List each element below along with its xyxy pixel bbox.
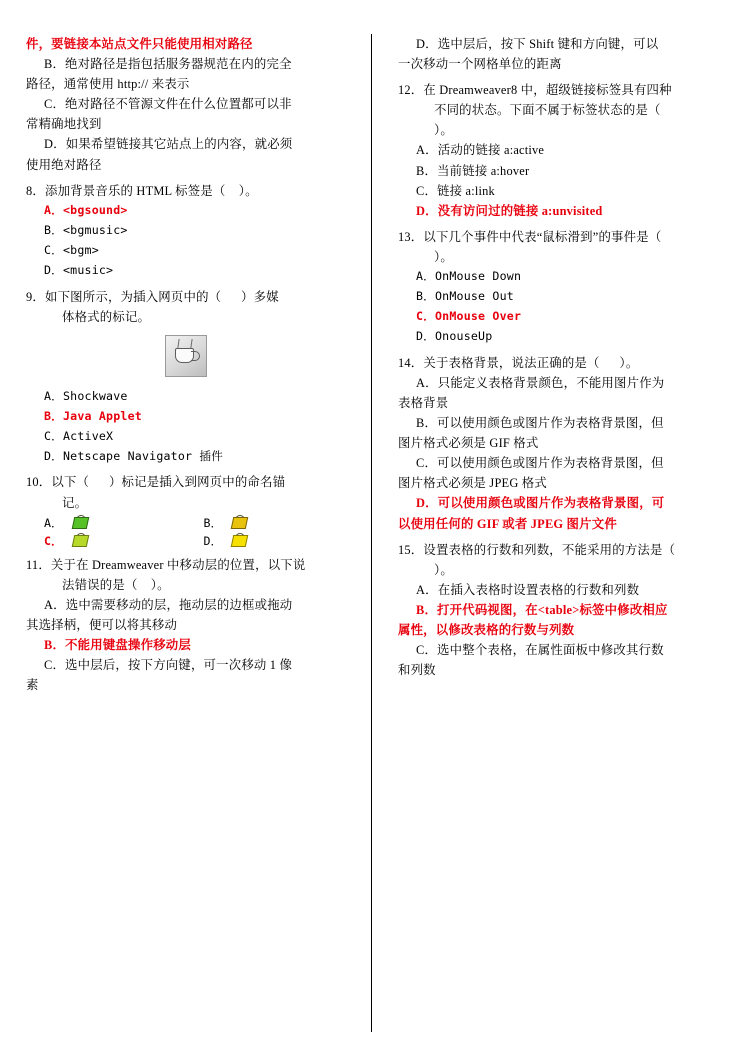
option-c-cont: 素	[26, 678, 39, 693]
question-8	[26, 181, 345, 281]
option-b-cont: 属性，以修改表格的行数与列数	[398, 623, 575, 637]
option-b: B．可以使用颜色或图片作为表格背景图，但	[416, 416, 664, 431]
option-a: A．OnMouse Down	[416, 269, 522, 284]
question-10	[26, 472, 345, 548]
question-stem-cont: 体格式的标记。	[62, 309, 151, 324]
question-stem: 8．添加背景音乐的 HTML 标签是（ ）。	[26, 183, 258, 198]
right-column	[372, 34, 718, 1032]
option-line: 常精确地找到	[26, 117, 102, 132]
option-b: B．当前链接 a:hover	[416, 163, 530, 178]
option-a: A．活动的链接 a:active	[416, 143, 545, 158]
option-b-cont: 图片格式必须是 GIF 格式	[398, 436, 539, 451]
anchor-icon-yellow	[230, 533, 248, 548]
question-11	[26, 555, 345, 696]
two-column-layout	[26, 34, 718, 1032]
option-d-label: D．	[203, 533, 223, 548]
anchor-icon-gold	[230, 515, 248, 530]
option-row-ab	[26, 515, 345, 531]
option-d: D．可以使用颜色或图片作为表格背景图，可	[416, 496, 665, 511]
question-stem: 11．关于在 Dreamweaver 中移动层的位置，以下说	[26, 557, 306, 572]
option-c-label: C．	[44, 533, 63, 548]
anchor-icon-green	[71, 515, 89, 530]
question-stem: 9．如下图所示，为插入网页中的（ ）多媒	[26, 289, 279, 304]
option-a-cont: 表格背景	[398, 395, 449, 410]
option-row-cd	[26, 533, 345, 549]
option-d	[186, 533, 346, 549]
question-stem-cont: 法错误的是（ ）。	[62, 577, 170, 592]
option-c	[26, 533, 186, 549]
question-stem: 12．在 Dreamweaver8 中，超级链接标签具有四种	[398, 83, 672, 98]
option-c-cont: 和列数	[398, 663, 436, 678]
option-line: B．绝对路径是指包括服务器规范在内的完全	[44, 57, 292, 72]
question-stem-cont: 记。	[62, 495, 88, 510]
java-applet-coffee-icon	[165, 335, 207, 377]
question-stem-cont2: ）。	[434, 123, 453, 138]
option-c: C．链接 a:link	[416, 183, 495, 198]
question-stem-cont: ）。	[434, 562, 453, 577]
option-b: B．不能用键盘操作移动层	[44, 638, 191, 652]
option-d: D．Netscape Navigator 插件	[44, 448, 223, 463]
option-d-cont: 以使用任何的 GIF 或者 JPEG 图片文件	[398, 516, 617, 531]
option-a	[26, 515, 186, 531]
option-c-cont: 图片格式必须是 JPEG 格式	[398, 476, 547, 491]
question-stem: 14．关于表格背景，说法正确的是（ ）。	[398, 355, 639, 370]
question-13	[398, 227, 718, 347]
question-stem-cont: 不同的状态。下面不属于标签状态的是（	[434, 103, 661, 118]
option-b: B．打开代码视图，在<table>标签中修改相应	[416, 602, 668, 617]
question-9	[26, 287, 345, 467]
question-11-continued	[398, 34, 718, 74]
question-15	[398, 540, 718, 681]
question-12	[398, 80, 718, 221]
option-line: C．绝对路径不管源文件在什么位置都可以非	[44, 97, 292, 112]
left-column	[26, 34, 372, 1032]
option-b-label: B．	[203, 515, 223, 530]
option-b: B．OnMouse Out	[416, 288, 514, 303]
option-a-label: A．	[44, 515, 63, 530]
question-stem: 13．以下几个事件中代表“鼠标滑到”的事件是（	[398, 229, 662, 244]
option-c: C．OnMouse Over	[416, 308, 522, 323]
question-7-continued	[26, 34, 345, 175]
option-c: C．<bgm>	[44, 242, 99, 257]
option-a: A．Shockwave	[44, 388, 128, 403]
option-d: D．<music>	[44, 262, 114, 277]
option-line: D．如果希望链接其它站点上的内容，就必须	[44, 137, 293, 152]
option-line: 使用绝对路径	[26, 157, 102, 172]
option-a: A．在插入表格时设置表格的行数和列数	[416, 582, 640, 597]
question-line: 件，要链接本站点文件只能使用相对路径	[26, 37, 253, 51]
question-stem: 15．设置表格的行数和列数，不能采用的方法是（	[398, 542, 676, 557]
option-a: A．<bgsound>	[44, 202, 128, 217]
option-c: C．选中整个表格，在属性面板中修改其行数	[416, 643, 664, 658]
option-c: C．可以使用颜色或图片作为表格背景图，但	[416, 456, 664, 471]
option-a: A．选中需要移动的层，拖动层的边框或拖动	[44, 597, 293, 612]
option-d-cont: 一次移动一个网格单位的距离	[398, 57, 562, 72]
question-stem: 10．以下（ ）标记是插入到网页中的命名锚	[26, 475, 286, 490]
option-b: B．Java Applet	[44, 408, 142, 423]
option-d: D．选中层后，按下 Shift 键和方向键，可以	[416, 37, 659, 51]
option-d: D．没有访问过的链接 a:unvisited	[416, 203, 603, 218]
option-b: B．<bgmusic>	[44, 222, 128, 237]
anchor-icon-lime	[71, 533, 89, 548]
option-c: C．ActiveX	[44, 428, 114, 443]
option-d: D．OnouseUp	[416, 328, 493, 343]
option-c: C．选中层后，按下方向键，可一次移动 1 像	[44, 658, 293, 673]
question-stem-cont: ）。	[434, 249, 453, 264]
option-a-cont: 其选择柄，便可以将其移动	[26, 617, 178, 632]
question-9-figure	[26, 335, 345, 377]
option-a: A．只能定义表格背景颜色，不能用图片作为	[416, 375, 665, 390]
question-14	[398, 353, 718, 534]
option-b	[186, 515, 346, 531]
option-line: 路径，通常使用 http:// 来表示	[26, 77, 190, 92]
